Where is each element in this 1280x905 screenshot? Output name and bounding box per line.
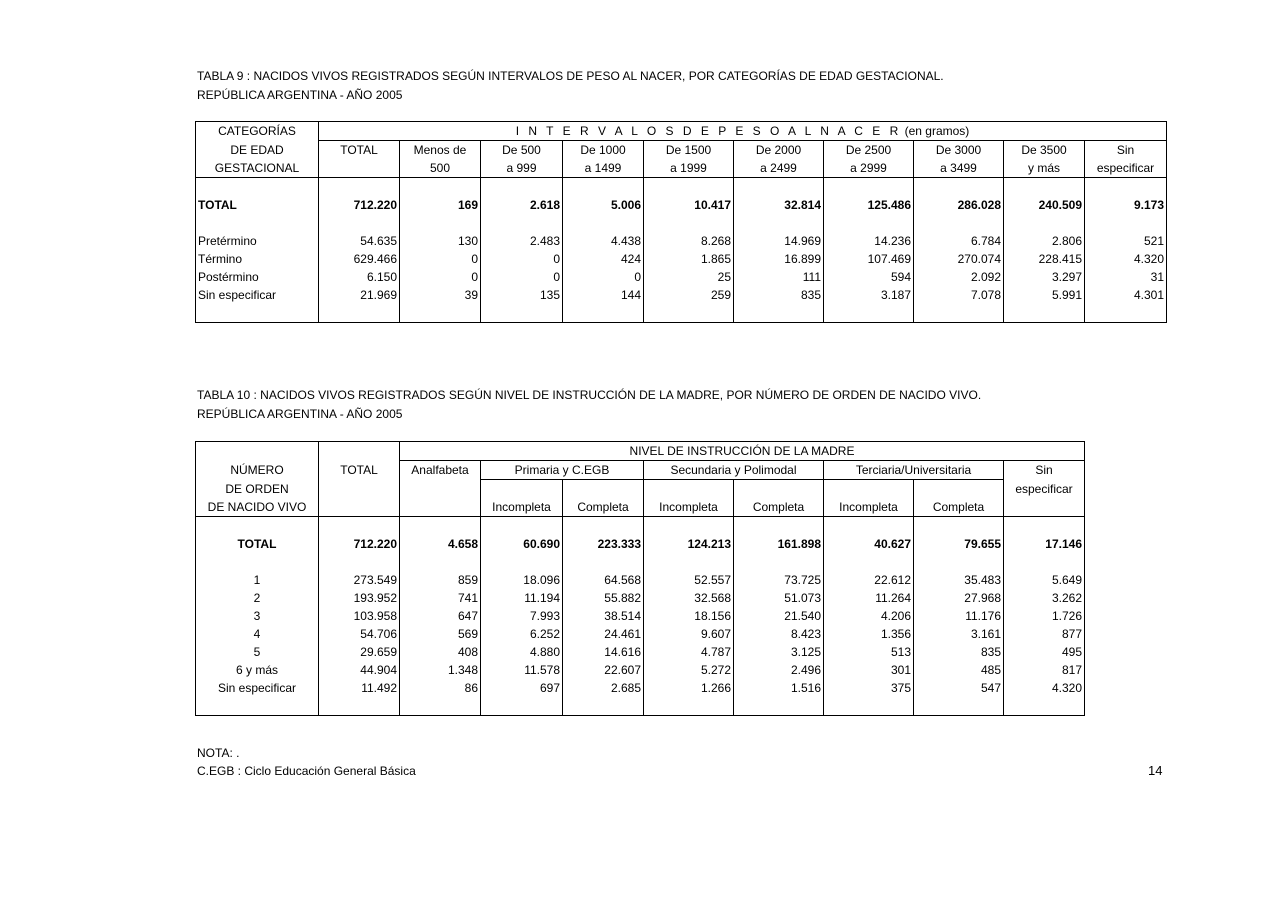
t10-cell: 4.206 (824, 607, 914, 625)
t10-row-label: 3 (253, 609, 261, 623)
t9-col-header: y más (1004, 159, 1085, 178)
t10-cell: 161.898 (734, 535, 824, 553)
t9-cell: 21.969 (319, 286, 400, 304)
t9-col-header: De 1500 (644, 141, 734, 160)
t10-cell: 712.220 (319, 535, 400, 553)
t9-cell: 1.865 (644, 250, 734, 268)
table9 (195, 121, 1167, 323)
t9-cell: 4.438 (563, 232, 644, 250)
t10-subcol-header: Incompleta (481, 498, 563, 517)
t10-cell: 11.194 (481, 589, 563, 607)
t10-row-label: 4 (253, 627, 261, 641)
t10-cell: 32.568 (644, 589, 734, 607)
note-abbreviation: C.EGB : Ciclo Educación General Básica (197, 764, 416, 778)
t9-cell: 9.173 (1085, 196, 1167, 214)
t10-subcol-header: Completa (734, 498, 824, 517)
t10-cell: 193.952 (319, 589, 400, 607)
t9-cell: 125.486 (824, 196, 914, 214)
t9-cell: 424 (563, 250, 644, 268)
t9-total-row (196, 196, 1167, 214)
t10-stub-header-2: DE ORDEN (225, 481, 289, 496)
t10-cell: 408 (400, 643, 481, 661)
t10-cell: 35.483 (914, 571, 1004, 589)
t9-col-header: a 1499 (563, 159, 644, 178)
table10-title: TABLA 10 : NACIDOS VIVOS REGISTRADOS SEGÚN NIVEL DE INSTRUCCIÓN DE LA MADRE, POR NÚMERO DE ORDEN DE NACIDO VIVO. (197, 388, 982, 402)
t9-cell: 2.618 (481, 196, 563, 214)
t9-cell: 111 (734, 268, 824, 286)
table9-subtitle: REPÚBLICA ARGENTINA - AÑO 2005 (197, 88, 403, 102)
t9-col-header: a 2999 (824, 159, 914, 178)
t10-cell: 60.690 (481, 535, 563, 553)
t9-cell: 4.301 (1085, 286, 1167, 304)
t9-cell: 286.028 (914, 196, 1004, 214)
t9-col-header: 500 (400, 159, 481, 178)
t10-cell: 44.904 (319, 661, 400, 679)
t10-cell: 14.616 (563, 643, 644, 661)
t9-cell: 228.415 (1004, 250, 1085, 268)
t10-cell: 5.649 (1004, 571, 1085, 589)
t10-cell: 835 (914, 643, 1004, 661)
t10-cell: 22.612 (824, 571, 914, 589)
t10-cell: 547 (914, 679, 1004, 697)
t10-cell: 24.461 (563, 625, 644, 643)
t9-cell: 107.469 (824, 250, 914, 268)
t10-row-label: 6 y más (235, 663, 278, 677)
table9-title: TABLA 9 : NACIDOS VIVOS REGISTRADOS SEGÚN INTERVALOS DE PESO AL NACER, POR CATEGORÍAS DE EDAD GESTACIONAL. (197, 69, 944, 83)
t10-stub-header-3: DE NACIDO VIVO (196, 498, 319, 517)
t10-cell: 11.176 (914, 607, 1004, 625)
t10-cell: 1.348 (400, 661, 481, 679)
table-row (196, 268, 1167, 286)
t10-cell: 817 (1004, 661, 1085, 679)
t10-cell: 52.557 (644, 571, 734, 589)
t9-cell: 32.814 (734, 196, 824, 214)
t10-cell: 375 (824, 679, 914, 697)
t9-cell: 4.320 (1085, 250, 1167, 268)
t10-cell: 18.096 (481, 571, 563, 589)
t10-group-header: NIVEL DE INSTRUCCIÓN DE LA MADRE (400, 442, 1085, 461)
t10-cell: 877 (1004, 625, 1085, 643)
t9-cell: 0 (400, 268, 481, 286)
t9-col-header: De 3000 (914, 141, 1004, 160)
t10-subcol-header: Incompleta (824, 498, 914, 517)
t10-total-row (196, 535, 1085, 553)
t10-cell: 4.320 (1004, 679, 1085, 697)
t9-cell: 259 (644, 286, 734, 304)
table-row (196, 643, 1085, 661)
t10-cell: 1.726 (1004, 607, 1085, 625)
t10-cell: 54.706 (319, 625, 400, 643)
t10-cell: 859 (400, 571, 481, 589)
t10-cell: 495 (1004, 643, 1085, 661)
t10-cell: 301 (824, 661, 914, 679)
note-line: NOTA: . (197, 746, 240, 760)
t9-cell: 270.074 (914, 250, 1004, 268)
t10-cell: 64.568 (563, 571, 644, 589)
t10-cell: 273.549 (319, 571, 400, 589)
t9-col-header: De 500 (481, 141, 563, 160)
t10-col-header: Sin (1004, 461, 1085, 480)
t9-cell: 594 (824, 268, 914, 286)
t10-col-header: especificar (1004, 480, 1085, 499)
t9-col-header (319, 159, 400, 178)
t9-cell: 130 (400, 232, 481, 250)
t10-cell: 2.685 (563, 679, 644, 697)
t9-col-header: a 2499 (734, 159, 824, 178)
t9-cell: 6.784 (914, 232, 1004, 250)
table-row (196, 571, 1085, 589)
t9-cell: 25 (644, 268, 734, 286)
t9-col-header: especificar (1085, 159, 1167, 178)
table-row (196, 286, 1167, 304)
table-row (196, 589, 1085, 607)
t10-cell: 1.356 (824, 625, 914, 643)
t9-cell: 3.297 (1004, 268, 1085, 286)
t10-cell: 1.516 (734, 679, 824, 697)
t9-cell: 2.483 (481, 232, 563, 250)
t10-cell: 29.659 (319, 643, 400, 661)
t9-cell: 0 (481, 250, 563, 268)
t9-cell: 14.969 (734, 232, 824, 250)
t9-row-label: TOTAL (198, 198, 237, 212)
t9-cell: 31 (1085, 268, 1167, 286)
t9-cell: 5.006 (563, 196, 644, 214)
table-row (196, 232, 1167, 250)
t10-cell: 485 (914, 661, 1004, 679)
t9-group-header: I N T E R V A L O S D E P E S O A L N A C E R (en gramos) (319, 122, 1167, 141)
t10-cell: 647 (400, 607, 481, 625)
t9-cell: 3.187 (824, 286, 914, 304)
t10-cell: 741 (400, 589, 481, 607)
t10-cell: 3.161 (914, 625, 1004, 643)
t10-cell: 2.496 (734, 661, 824, 679)
t10-cell: 5.272 (644, 661, 734, 679)
t9-col-header: De 1000 (563, 141, 644, 160)
t10-row-label: TOTAL (237, 537, 277, 551)
page-number: 14 (1148, 763, 1163, 778)
t9-col-header: De 2500 (824, 141, 914, 160)
t9-cell: 144 (563, 286, 644, 304)
t10-row-label: 5 (253, 645, 261, 659)
t9-cell: 8.268 (644, 232, 734, 250)
t10-row-label: 2 (253, 591, 261, 605)
t10-cell: 73.725 (734, 571, 824, 589)
t10-row-label: 1 (253, 573, 261, 587)
t9-stub-header-2: DE EDAD (230, 142, 284, 157)
t9-col-header: De 2000 (734, 141, 824, 160)
t9-col-header: a 1999 (644, 159, 734, 178)
t10-stub-header-1: NÚMERO (230, 463, 284, 477)
table-row (196, 625, 1085, 643)
t9-cell: 0 (563, 268, 644, 286)
t10-cell: 27.968 (914, 589, 1004, 607)
t10-cell: 103.958 (319, 607, 400, 625)
t9-col-header: De 3500 (1004, 141, 1085, 160)
t10-total-header: TOTAL (319, 461, 400, 480)
t10-cell: 3.125 (734, 643, 824, 661)
t9-stub-header-1: CATEGORÍAS (218, 124, 296, 139)
t10-subcol-header: Completa (914, 498, 1004, 517)
t10-cell: 11.264 (824, 589, 914, 607)
t10-cell: 18.156 (644, 607, 734, 625)
table-row (196, 661, 1085, 679)
t9-cell: 10.417 (644, 196, 734, 214)
t9-cell: 39 (400, 286, 481, 304)
t9-col-header: a 3499 (914, 159, 1004, 178)
t10-cell: 40.627 (824, 535, 914, 553)
t9-cell: 135 (481, 286, 563, 304)
t9-cell: 2.092 (914, 268, 1004, 286)
t9-cell: 240.509 (1004, 196, 1085, 214)
t10-cell: 11.578 (481, 661, 563, 679)
t10-cell: 55.882 (563, 589, 644, 607)
t9-row-label: Sin especificar (198, 288, 277, 302)
t10-cell: 86 (400, 679, 481, 697)
t10-cell: 51.073 (734, 589, 824, 607)
t9-cell: 14.236 (824, 232, 914, 250)
t10-cell: 8.423 (734, 625, 824, 643)
t10-cell: 3.262 (1004, 589, 1085, 607)
table-row (196, 679, 1085, 697)
t10-cell: 22.607 (563, 661, 644, 679)
table-row (196, 607, 1085, 625)
t9-cell: 2.806 (1004, 232, 1085, 250)
t9-stub-header-3: GESTACIONAL (196, 159, 319, 178)
t10-cell: 697 (481, 679, 563, 697)
t9-cell: 521 (1085, 232, 1167, 250)
t9-col-header: a 999 (481, 159, 563, 178)
t10-col-header: Primaria y C.EGB (481, 461, 644, 480)
t10-cell: 11.492 (319, 679, 400, 697)
t10-cell: 21.540 (734, 607, 824, 625)
t9-col-header: Sin (1085, 141, 1167, 160)
t9-cell: 0 (481, 268, 563, 286)
t9-cell: 712.220 (319, 196, 400, 214)
t9-row-label: Término (198, 252, 243, 266)
t9-row-label: Pretérmino (198, 234, 257, 248)
t10-subcol-header: Completa (563, 498, 644, 517)
t9-cell: 629.466 (319, 250, 400, 268)
t9-cell: 16.899 (734, 250, 824, 268)
t10-cell: 513 (824, 643, 914, 661)
t10-cell: 17.146 (1004, 535, 1085, 553)
t10-col-header: Secundaria y Polimodal (644, 461, 824, 480)
table10-subtitle: REPÚBLICA ARGENTINA - AÑO 2005 (197, 407, 403, 421)
t9-cell: 7.078 (914, 286, 1004, 304)
t9-cell: 54.635 (319, 232, 400, 250)
t10-subcol-header: Incompleta (644, 498, 734, 517)
t10-cell: 9.607 (644, 625, 734, 643)
t9-col-header: Menos de (400, 141, 481, 160)
t9-cell: 0 (400, 250, 481, 268)
table10 (195, 441, 1085, 716)
t9-cell: 6.150 (319, 268, 400, 286)
t9-cell: 169 (400, 196, 481, 214)
t10-cell: 1.266 (644, 679, 734, 697)
t10-col-header: Terciaria/Universitaria (824, 461, 1004, 480)
t10-col-header: Analfabeta (400, 461, 481, 480)
t9-cell: 835 (734, 286, 824, 304)
t10-cell: 38.514 (563, 607, 644, 625)
t10-cell: 124.213 (644, 535, 734, 553)
t10-cell: 6.252 (481, 625, 563, 643)
t10-cell: 79.655 (914, 535, 1004, 553)
table-row (196, 250, 1167, 268)
t10-cell: 4.658 (400, 535, 481, 553)
t10-cell: 223.333 (563, 535, 644, 553)
t10-cell: 4.787 (644, 643, 734, 661)
t9-cell: 5.991 (1004, 286, 1085, 304)
t10-cell: 4.880 (481, 643, 563, 661)
t10-cell: 7.993 (481, 607, 563, 625)
t10-row-label: Sin especificar (217, 681, 297, 695)
t9-row-label: Postérmino (198, 270, 259, 284)
t10-cell: 569 (400, 625, 481, 643)
t9-col-header: TOTAL (319, 141, 400, 160)
